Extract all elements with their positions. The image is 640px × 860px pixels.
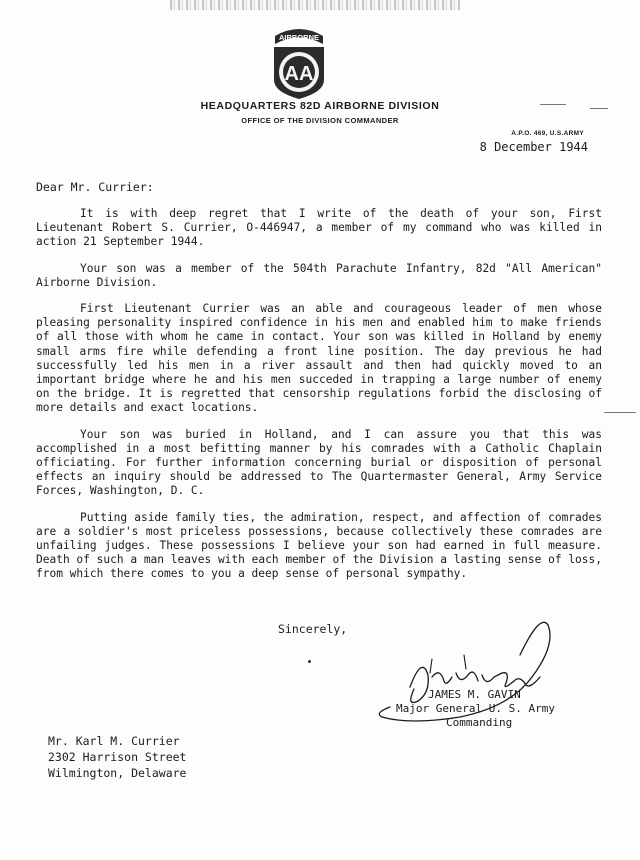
signature-block [382,688,555,730]
signatory-name: JAMES M. GAVIN [428,688,521,701]
recipient-name: Mr. Karl M. Currier [48,734,180,748]
recipient-address [48,733,186,781]
insignia-banner-text: AIRBORNE [278,33,320,42]
paragraph-unit: Your son was a member of the 504th Parachute Infantry, 82d "All American" Airborne Division. [36,261,602,289]
ink-speck [308,660,311,663]
airborne-insignia-icon [271,22,327,100]
scan-artifact [170,0,460,10]
letter-date: 8 December 1944 [479,140,588,154]
paragraph-death-notice: It is with deep regret that I write of the death of your son, First Lieutenant Robert S. Currier, O-446947, a member of my command who was killed in action 21 September 1944. [36,207,602,249]
recipient-city: Wilmington, Delaware [48,766,187,780]
signatory-rank: Major General U. S. Army [396,702,555,715]
scan-mark [590,108,608,109]
letter-body [36,207,602,594]
scan-mark [604,412,636,413]
headquarters-title: HEADQUARTERS 82D AIRBORNE DIVISION [200,100,440,112]
insignia-letters: AA [284,63,314,85]
apo-address: A.P.O. 469, U.S.ARMY [511,130,584,137]
scan-mark [540,104,566,105]
signatory-role: Commanding [446,716,513,729]
recipient-street: 2302 Harrison Street [48,750,187,764]
paragraph-service-details: First Lieutenant Currier was an able and courageous leader of men whose pleasing personality inspired confidence in his men and enabled him to make friends of all those with whom he came in contact. Your son was killed in Holland by enemy small arms fire while defending a front line position. The day previous he had successfully led his men in a river assault and then had quickly moved to an important bridge where he and his men succeded in trapping a large number of enemy on the bridge. It is regretted that censorship regulations forbid the disclosing of more details and exact locations. [36,302,602,415]
paragraph-burial: Your son was buried in Holland, and I can assure you that this was accomplished in a most befitting manner by his comrades with a Catholic Chaplain officiating. For further information concerning burial or disposition of personal effects an inquiry should be addressed to The Quartermaster General, Army Service Forces, Washington, D. C. [36,427,602,498]
office-title: OFFICE OF THE DIVISION COMMANDER [241,116,399,125]
paragraph-sympathy: Putting aside family ties, the admiration, respect, and affection of comrades are a soldier's most priceless possessions, because collectively these comrades are unfailing judges. These possessions I believe your son had earned in full measure. Death of such a man leaves with each member of the Division a lasting sense of loss, from which there comes to you a deep sense of personal sympathy. [36,510,602,581]
salutation: Dear Mr. Currier: [36,180,154,194]
closing: Sincerely, [278,622,348,636]
